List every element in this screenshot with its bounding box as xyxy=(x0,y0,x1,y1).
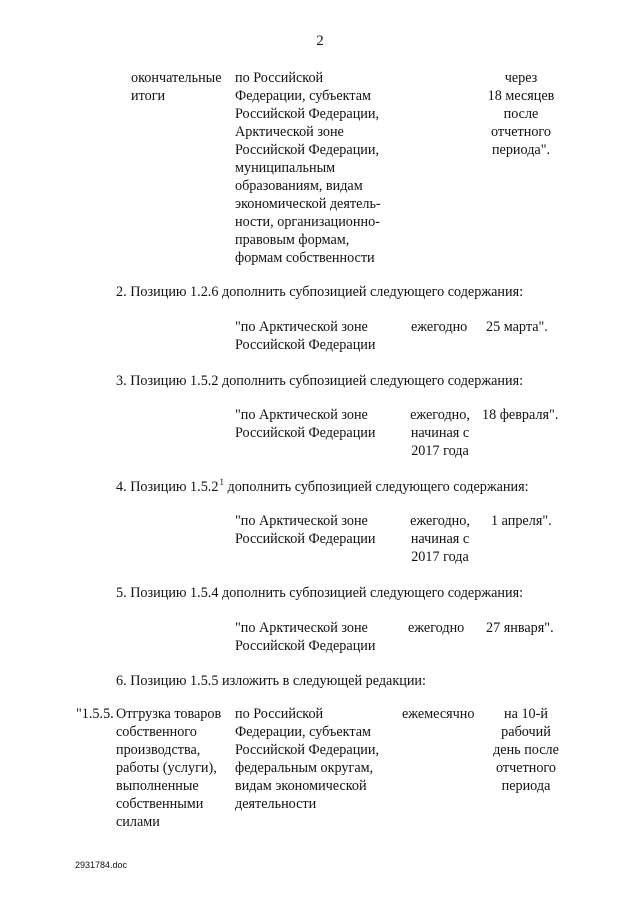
item-6-deadline-line: периода xyxy=(501,778,551,794)
top-row-breakdown-line: экономической деятель- xyxy=(235,196,381,212)
item-6-indicator xyxy=(116,705,221,831)
item-6-indicator-line: работы (услуги), xyxy=(116,760,217,776)
item-6-indicator-line: силами xyxy=(116,814,160,830)
item-3-frequency-line: 2017 года xyxy=(411,443,469,459)
item-6-deadline-line: отчетного xyxy=(496,760,556,776)
top-row-deadline xyxy=(466,69,576,159)
top-row-breakdown-line: формам собственности xyxy=(235,250,375,266)
item-6-indicator-line: Отгрузка товаров xyxy=(116,706,222,722)
top-row-breakdown-line: Российской Федерации, xyxy=(235,142,380,158)
item-2-deadline: 25 марта". xyxy=(486,319,548,335)
top-row-breakdown-line: муниципальным xyxy=(235,160,336,176)
item-6-code: "1.5.5. xyxy=(76,706,114,722)
item-4-frequency-line: ежегодно, xyxy=(410,513,470,529)
item-6-deadline-line: день после xyxy=(493,742,559,758)
item-4-paragraph-start: 4. Позицию 1.5.2 xyxy=(116,479,219,495)
item-6-deadline-line: на 10-й xyxy=(504,706,548,722)
top-row-indicator xyxy=(131,69,222,105)
item-5-name xyxy=(235,619,375,655)
item-6-indicator-line: выполненные xyxy=(116,778,199,794)
item-5-deadline: 27 января". xyxy=(486,620,554,636)
item-6-indicator-line: собственного xyxy=(116,724,197,740)
item-4-name-line: Российской Федерации xyxy=(235,531,376,547)
top-row-deadline-line: через xyxy=(504,70,538,86)
item-4-superscript: 1 xyxy=(219,477,224,487)
item-4-deadline: 1 апреля". xyxy=(491,513,552,529)
item-5-name-line: "по Арктической зоне xyxy=(235,620,368,636)
item-2-paragraph: 2. Позицию 1.2.6 дополнить субпозицией следующего содержания: xyxy=(116,284,524,300)
top-row-breakdown-line: правовым формам, xyxy=(235,232,350,248)
top-row-deadline-line: периода". xyxy=(491,142,551,158)
top-row-indicator-line: окончательные xyxy=(131,70,222,86)
top-row-indicator-line: итоги xyxy=(131,88,166,104)
item-6-breakdown-line: видам экономической xyxy=(235,778,367,794)
item-4-name xyxy=(235,512,375,548)
top-row-breakdown-line: Арктической зоне xyxy=(235,124,344,140)
item-2-name-line: "по Арктической зоне xyxy=(235,319,368,335)
item-6-breakdown-line: федеральным округам, xyxy=(235,760,374,776)
item-3-paragraph: 3. Позицию 1.5.2 дополнить субпозицией следующего содержания: xyxy=(116,373,524,389)
item-6-deadline xyxy=(476,705,576,795)
item-3-deadline: 18 февраля". xyxy=(482,407,559,423)
item-3-name xyxy=(235,406,375,442)
item-3-name-line: Российской Федерации xyxy=(235,425,376,441)
document-filename: 2931784.doc xyxy=(75,860,128,870)
top-row-breakdown-line: по Российской xyxy=(235,70,324,86)
top-row-breakdown-line: Федерации, субъектам xyxy=(235,88,371,104)
item-6-paragraph: 6. Позицию 1.5.5 изложить в следующей редакции: xyxy=(116,673,426,689)
item-4-frequency xyxy=(400,512,480,566)
item-6-deadline-line: рабочий xyxy=(501,724,551,740)
top-row-deadline-line: отчетного xyxy=(491,124,551,140)
top-row-breakdown-line: Российской Федерации, xyxy=(235,106,380,122)
item-6-breakdown-line: Российской Федерации, xyxy=(235,742,380,758)
page-number: 2 xyxy=(316,33,324,49)
item-6-breakdown xyxy=(235,705,379,813)
item-4-name-line: "по Арктической зоне xyxy=(235,513,368,529)
item-5-paragraph: 5. Позицию 1.5.4 дополнить субпозицией следующего содержания: xyxy=(116,585,524,601)
item-2-frequency: ежегодно xyxy=(411,319,468,335)
item-3-frequency-line: ежегодно, xyxy=(410,407,470,423)
top-row-breakdown-line: образованиям, видам xyxy=(235,178,363,194)
top-row-deadline-line: 18 месяцев xyxy=(487,88,555,104)
item-5-name-line: Российской Федерации xyxy=(235,638,376,654)
top-row-breakdown xyxy=(235,69,381,267)
item-6-breakdown-line: деятельности xyxy=(235,796,317,812)
item-5-frequency: ежегодно xyxy=(408,620,465,636)
item-6-indicator-line: производства, xyxy=(116,742,201,758)
item-4-frequency-line: 2017 года xyxy=(411,549,469,565)
item-3-name-line: "по Арктической зоне xyxy=(235,407,368,423)
item-2-name-line: Российской Федерации xyxy=(235,337,376,353)
item-6-breakdown-line: по Российской xyxy=(235,706,324,722)
item-3-frequency xyxy=(400,406,480,460)
item-4-paragraph-end: дополнить субпозицией следующего содержания: xyxy=(223,479,529,495)
top-row-breakdown-line: ности, организационно- xyxy=(235,214,380,230)
item-3-frequency-line: начиная с xyxy=(410,425,470,441)
item-2-name xyxy=(235,318,375,354)
item-4-paragraph xyxy=(116,478,529,497)
item-6-breakdown-line: Федерации, субъектам xyxy=(235,724,371,740)
item-6-indicator-line: собственными xyxy=(116,796,204,812)
top-row-deadline-line: после xyxy=(503,106,539,122)
item-6-frequency: ежемесячно xyxy=(402,706,475,722)
item-4-frequency-line: начиная с xyxy=(410,531,470,547)
